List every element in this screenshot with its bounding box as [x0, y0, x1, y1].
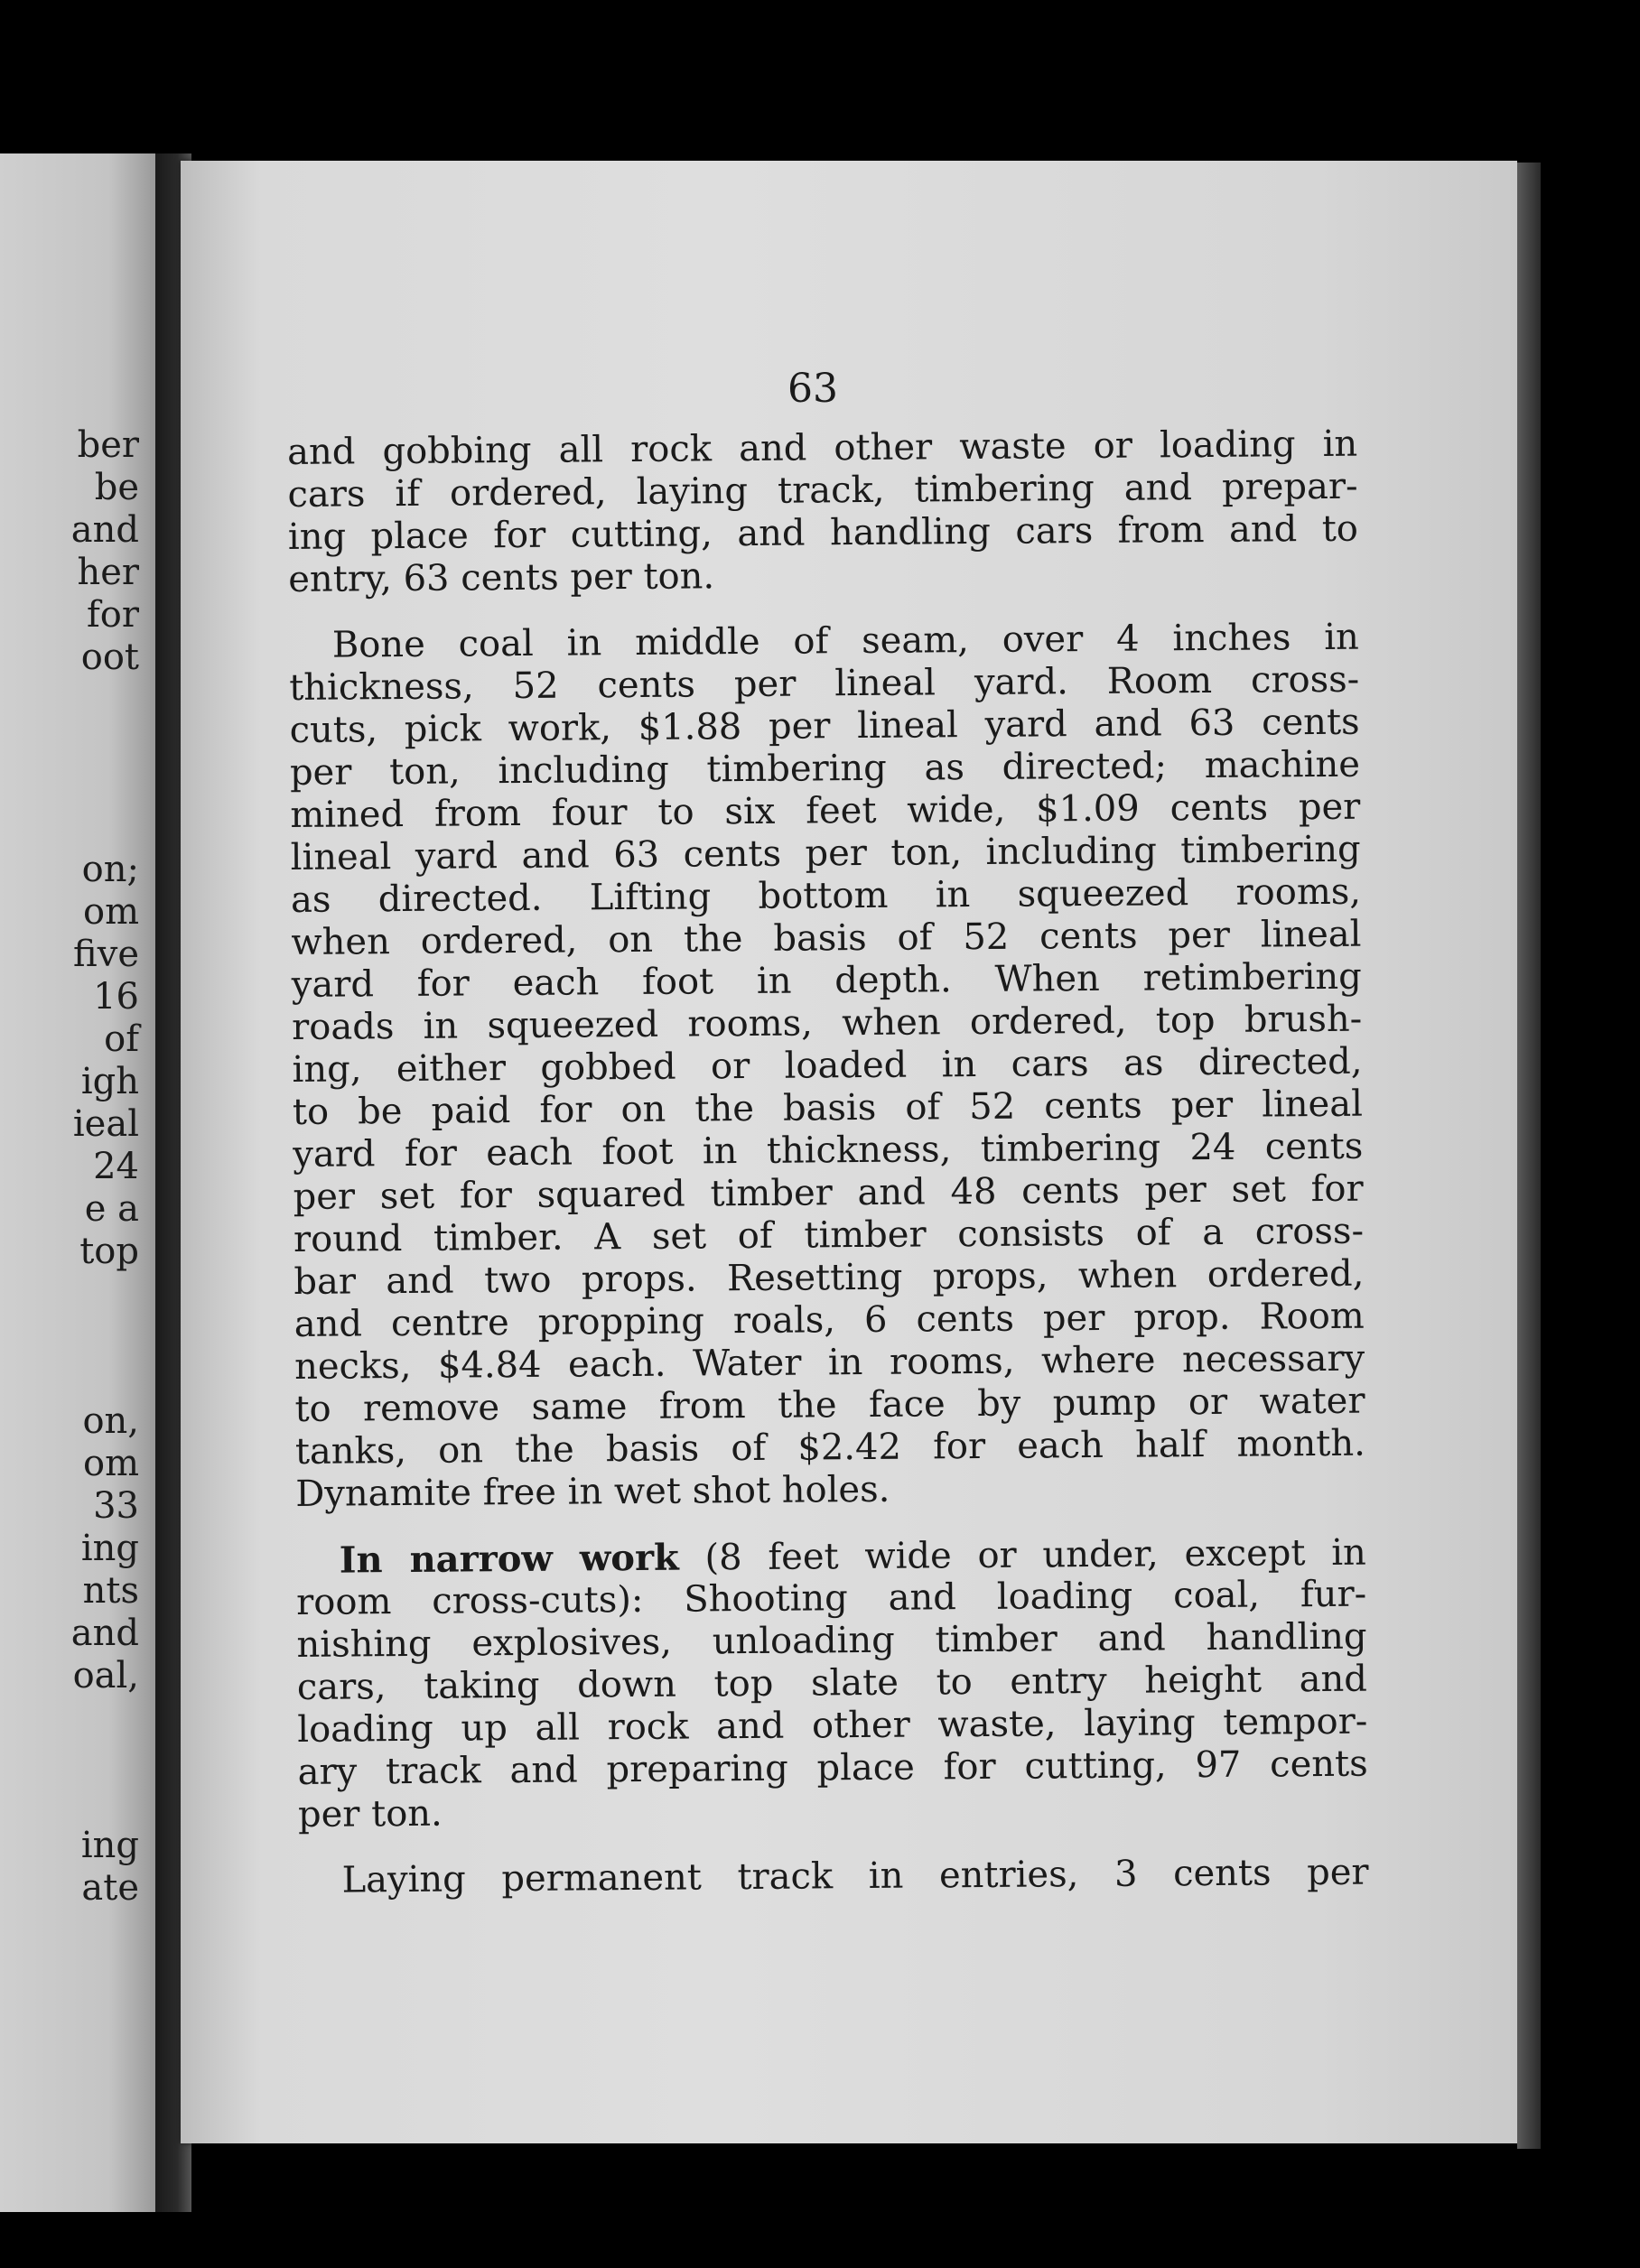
text-run: (8 feet wide or under, except in — [678, 1531, 1366, 1579]
facing-page — [0, 153, 155, 2212]
text-line: room cross-cuts): Shooting and loading coal, fur- — [296, 1573, 1367, 1623]
text-line: Laying permanent track in entries, 3 cents per — [341, 1851, 1369, 1901]
facing-page-fragment — [0, 1740, 139, 1782]
facing-page-fragment: 16 — [93, 976, 139, 1018]
facing-page-fragment — [0, 1697, 139, 1740]
paragraph — [287, 423, 1358, 601]
facing-page-fragment: of — [104, 1018, 139, 1060]
text-line: when ordered, on the basis of 52 cents per lineal — [291, 913, 1362, 963]
text-line: yard for each foot in depth. When retimbering — [291, 955, 1362, 1006]
section-heading: In narrow work — [339, 1536, 679, 1582]
facing-page-fragment: om — [82, 891, 139, 933]
page-number: 63 — [787, 366, 838, 412]
body-text — [287, 423, 1369, 1926]
text-line: cars if ordered, laying track, timbering and prepar- — [287, 465, 1358, 516]
facing-page-fragment: for — [86, 594, 139, 636]
text-line: thickness, 52 cents per lineal yard. Room cross- — [289, 658, 1360, 709]
facing-page-fragment: on; — [81, 849, 139, 890]
facing-page-text — [0, 424, 139, 1910]
text-line: cuts, pick work, $1.88 per lineal yard and 63 cents — [289, 701, 1360, 751]
text-line: cars, taking down top slate to entry height and — [296, 1658, 1368, 1708]
facing-page-fragment: oot — [80, 637, 139, 678]
facing-page-fragment — [0, 1782, 139, 1825]
text-line: necks, $4.84 each. Water in rooms, where necessary — [294, 1337, 1365, 1388]
facing-page-fragment — [0, 721, 139, 764]
text-line: to be paid for on the basis of 52 cents per lineal — [292, 1083, 1364, 1133]
facing-page-fragment: 24 — [93, 1146, 139, 1187]
text-line: and gobbing all rock and other waste or loading in — [287, 423, 1358, 473]
facing-page-fragment: and — [70, 1613, 139, 1654]
facing-page-fragment: igh — [80, 1061, 139, 1102]
text-line: ary track and preparing place for cutting, 97 cents — [297, 1743, 1368, 1793]
facing-page-fragment: on, — [82, 1400, 139, 1442]
facing-page-fragment — [0, 1358, 139, 1400]
text-line: as directed. Lifting bottom in squeezed rooms, — [290, 870, 1362, 921]
facing-page-fragment: ieal — [72, 1103, 139, 1145]
page-edge — [1517, 163, 1541, 2149]
facing-page-fragment — [0, 1315, 139, 1358]
facing-page-fragment — [0, 764, 139, 806]
text-line: ing, either gobbed or loaded in cars as directed, — [292, 1040, 1363, 1091]
text-line: roads in squeezed rooms, when ordered, top brush- — [292, 998, 1363, 1048]
paragraph — [298, 1852, 1368, 1902]
text-line: entry, 63 cents per ton. — [288, 555, 715, 600]
facing-page-fragment — [0, 806, 139, 849]
text-line: yard for each foot in thickness, timbering 24 cents — [293, 1125, 1364, 1176]
facing-page-fragment: om — [82, 1443, 139, 1484]
text-line: nishing explosives, unloading timber and handling — [296, 1615, 1367, 1666]
paragraph — [296, 1531, 1369, 1836]
text-line: Dynamite free in wet shot holes. — [295, 1468, 890, 1515]
facing-page-fragment: ate — [81, 1867, 139, 1909]
facing-page-fragment: ing — [80, 1825, 139, 1866]
text-line: and centre propping roals, 6 cents per prop. Room — [294, 1295, 1365, 1345]
paragraph — [289, 617, 1366, 1516]
text-line: bar and two props. Resetting props, when ordered, — [294, 1252, 1365, 1303]
facing-page-fragment: and — [70, 509, 139, 551]
facing-page-fragment: ber — [77, 424, 139, 466]
text-line: round timber. A set of timber consists of a cross- — [293, 1210, 1365, 1260]
text-line: lineal yard and 63 cents per ton, including timbering — [290, 828, 1361, 878]
text-line: per set for squared timber and 48 cents per set for — [293, 1167, 1364, 1218]
text-line: per ton, including timbering as directed; machine — [289, 743, 1361, 794]
text-line: loading up all rock and other waste, laying tempor- — [297, 1700, 1368, 1751]
facing-page-fragment — [0, 1273, 139, 1315]
facing-page-fragment — [0, 679, 139, 721]
text-line: mined from four to six feet wide, $1.09 cents per — [290, 785, 1361, 836]
text-line: to remove same from the face by pump or water — [294, 1380, 1365, 1430]
facing-page-fragment: nts — [82, 1570, 139, 1612]
facing-page-fragment: five — [73, 934, 139, 975]
text-line: Bone coal in middle of seam, over 4 inches in — [331, 616, 1360, 666]
text-line: tanks, on the basis of $2.42 for each half month. — [294, 1422, 1366, 1473]
facing-page-fragment: e a — [84, 1188, 139, 1230]
facing-page-fragment: 33 — [93, 1485, 139, 1527]
facing-page-fragment: ing — [80, 1528, 139, 1569]
facing-page-fragment: her — [77, 552, 139, 593]
facing-page-fragment: oal, — [72, 1655, 139, 1696]
text-line: ing place for cutting, and handling cars from and to — [287, 507, 1359, 558]
facing-page-fragment: be — [94, 467, 139, 508]
facing-page-fragment: top — [79, 1231, 139, 1272]
text-line: per ton. — [297, 1792, 443, 1836]
